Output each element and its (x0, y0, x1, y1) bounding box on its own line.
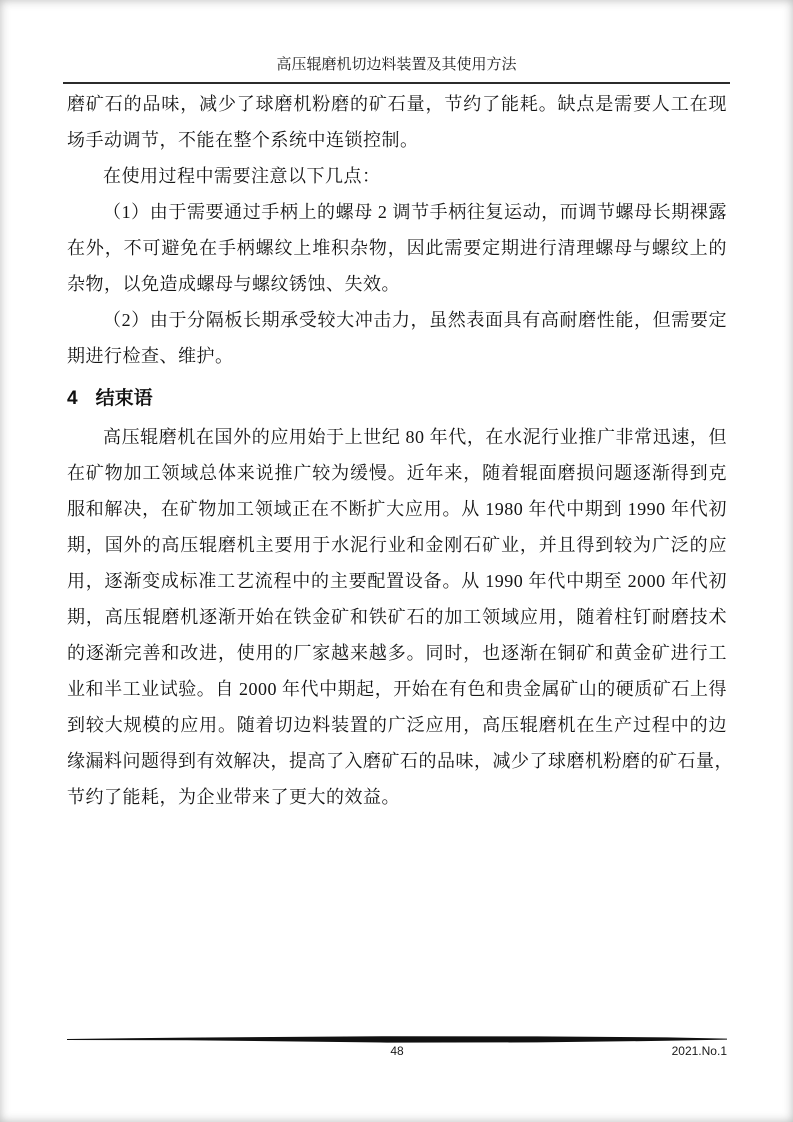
section-heading (67, 381, 727, 417)
text-line: 在外，不可避免在手柄螺纹上堆积杂物，因此需要定期进行清理螺母与螺纹上的 (67, 238, 727, 258)
text-line: 到较大规模的应用。随着切边料装置的广泛应用，高压辊磨机在生产过程中的边 (67, 715, 727, 735)
paragraph (67, 158, 727, 194)
text-line: 杂物，以免造成螺母与螺纹锈蚀、失效。 (67, 274, 400, 294)
text-line: 的逐渐完善和改进，使用的厂家越来越多。同时，也逐渐在铜矿和黄金矿进行工 (67, 643, 727, 663)
text-line: 业和半工业试验。自 2000 年代中期起，开始在有色和贵金属矿山的硬质矿石上得 (67, 679, 727, 699)
text-line: 磨矿石的品味，减少了球磨机粉磨的矿石量，节约了能耗。缺点是需要人工在现 (67, 94, 727, 114)
section-number: 4 (67, 388, 78, 409)
footer-rule (67, 1035, 727, 1044)
paragraph (67, 419, 733, 815)
text-line: 用，逐渐变成标准工艺流程中的主要配置设备。从 1990 年代中期至 2000 年代初 (67, 571, 727, 591)
running-title: 高压辊磨机切边料装置及其使用方法 (276, 57, 517, 73)
text-line: 在矿物加工领域总体来说推广较为缓慢。近年来，随着辊面磨损问题逐渐得到克 (67, 463, 727, 483)
text-line: （2）由于分隔板长期承受较大冲击力，虽然表面具有高耐磨性能，但需要定 (103, 310, 727, 330)
paragraph (67, 86, 727, 158)
text-line: 期，国外的高压辊磨机主要用于水泥行业和金刚石矿业，并且得到较为广泛的应 (67, 535, 727, 555)
paragraph (67, 194, 727, 302)
text-line: 在使用过程中需要注意以下几点： (103, 166, 381, 186)
text-line: 节约了能耗，为企业带来了更大的效益。 (67, 787, 400, 807)
paragraph (67, 302, 727, 374)
text-line: 期进行检查、维护。 (67, 346, 234, 366)
page-number: 48 (390, 1044, 404, 1058)
text-line: 缘漏料问题得到有效解决，提高了入磨矿石的品味，减少了球磨机粉磨的矿石量， (67, 751, 733, 771)
issue-label: 2021.No.1 (671, 1044, 727, 1058)
page-footer (67, 1035, 727, 1062)
text-line: 场手动调节，不能在整个系统中连锁控制。 (67, 130, 419, 150)
body-paragraphs-top (67, 86, 727, 374)
text-line: 高压辊磨机在国外的应用始于上世纪 80 年代，在水泥行业推广非常迅速，但 (103, 427, 727, 447)
section-title: 结束语 (95, 388, 153, 409)
footer-row (67, 1044, 727, 1062)
text-line: 期，高压辊磨机逐渐开始在铁金矿和铁矿石的加工领域应用，随着柱钉耐磨技术 (67, 607, 727, 627)
header-rule (63, 82, 730, 84)
text-line: （1）由于需要通过手柄上的螺母 2 调节手柄往复运动，而调节螺母长期裸露 (103, 202, 727, 222)
body-paragraphs-conclusion (67, 419, 733, 815)
text-line: 服和解决，在矿物加工领域正在不断扩大应用。从 1980 年代中期到 1990 年代初 (67, 499, 727, 519)
